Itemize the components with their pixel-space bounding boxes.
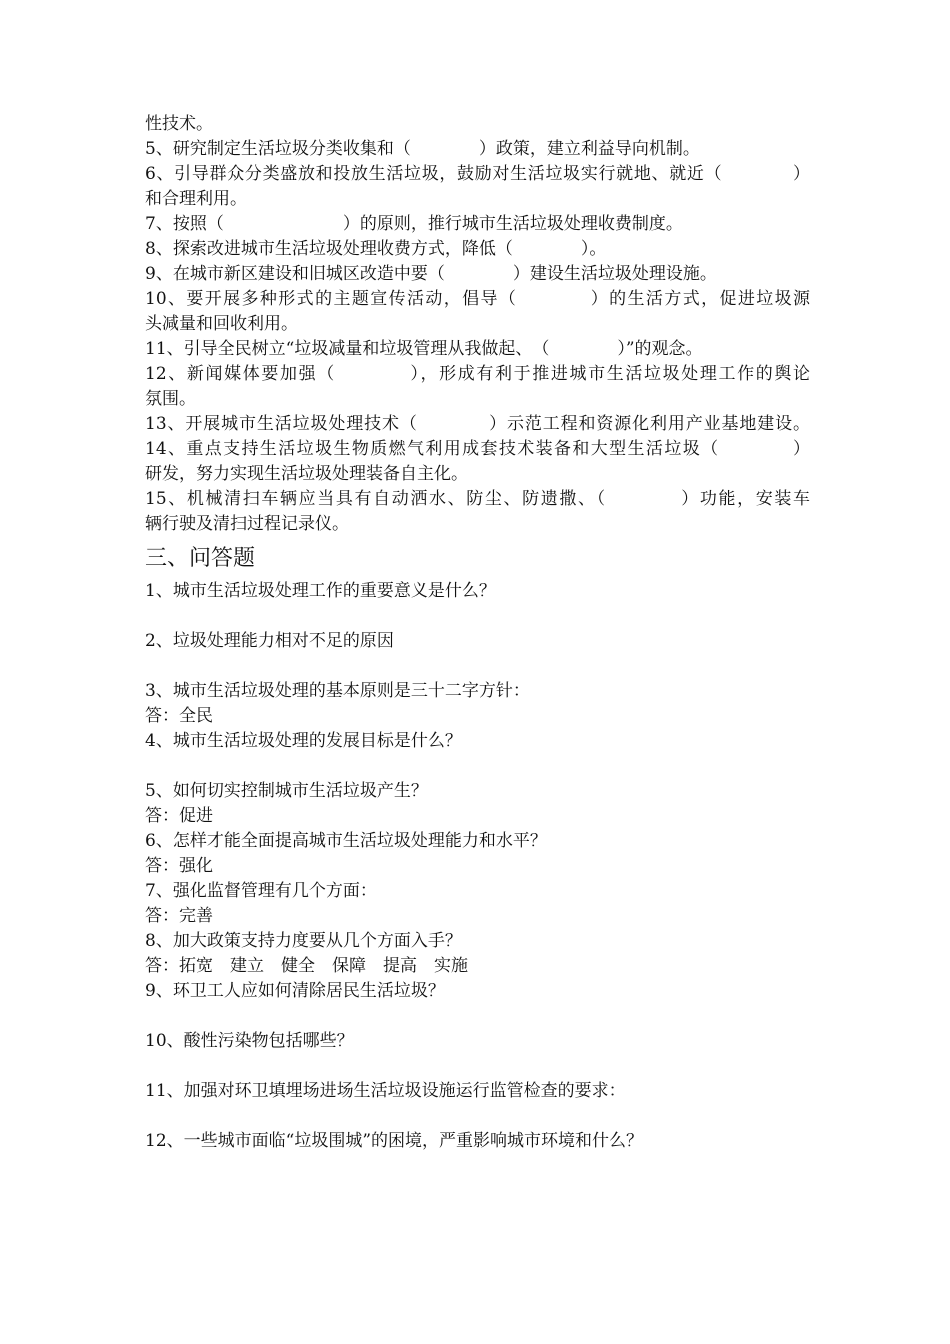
question-line: 9、环卫工人应如何清除居民生活垃圾？ [145, 981, 445, 1001]
fill-blank-line: 10、要开展多种形式的主题宣传活动，倡导（ ）的生活方式，促进垃圾源 [145, 289, 810, 309]
fill-blank-line: 氛围。 [145, 389, 196, 409]
fill-blank-line: 9、在城市新区建设和旧城区改造中要（ ）建设生活垃圾处理设施。 [145, 264, 717, 284]
fill-blank-line: 8、探索改进城市生活垃圾处理收费方式，降低（ ）。 [145, 239, 607, 259]
blank-spacer [145, 754, 810, 779]
question-line: 12、一些城市面临“垃圾围城”的困境，严重影响城市环境和什么？ [145, 1131, 644, 1151]
blank-spacer [145, 1104, 810, 1129]
answer-line: 答：完善 [145, 906, 213, 926]
fill-blank-line: 研发，努力实现生活垃圾处理装备自主化。 [145, 464, 468, 484]
blank-spacer [145, 604, 810, 629]
fill-blank-line: 6、引导群众分类盛放和投放生活垃圾，鼓励对生活垃圾实行就地、就近（ ） [145, 164, 810, 184]
blank-spacer [145, 1054, 810, 1079]
document-page [145, 112, 810, 1154]
answer-line: 答：促进 [145, 806, 213, 826]
answer-line: 答：拓宽 建立 健全 保障 提高 实施 [145, 956, 468, 976]
fill-blank-line: 和合理利用。 [145, 189, 247, 209]
fill-blank-line: 7、按照（ ）的原则，推行城市生活垃圾处理收费制度。 [145, 214, 683, 234]
question-line: 1、城市生活垃圾处理工作的重要意义是什么？ [145, 581, 496, 601]
question-line: 5、如何切实控制城市生活垃圾产生？ [145, 781, 428, 801]
question-answer-section [145, 579, 810, 1154]
fill-blank-line: 14、重点支持生活垃圾生物质燃气利用成套技术装备和大型生活垃圾（ ） [145, 439, 810, 459]
fill-blank-line: 辆行驶及清扫过程记录仪。 [145, 514, 349, 534]
answer-line: 答：强化 [145, 856, 213, 876]
fill-in-blank-section [145, 112, 810, 537]
fill-blank-line: 头减量和回收利用。 [145, 314, 298, 334]
question-line: 10、酸性污染物包括哪些？ [145, 1031, 354, 1051]
fill-blank-line: 5、研究制定生活垃圾分类收集和（ ）政策，建立利益导向机制。 [145, 139, 700, 159]
answer-line: 答：全民 [145, 706, 213, 726]
blank-spacer [145, 1004, 810, 1029]
question-line: 11、加强对环卫填埋场进场生活垃圾设施运行监管检查的要求： [145, 1081, 626, 1101]
blank-spacer [145, 654, 810, 679]
fill-blank-line: 性技术。 [145, 114, 213, 134]
section-title: 三、问答题 [145, 546, 256, 571]
fill-blank-line: 15、机械清扫车辆应当具有自动洒水、防尘、防遗撒、（ ）功能，安装车 [145, 489, 810, 509]
question-line: 8、加大政策支持力度要从几个方面入手？ [145, 931, 462, 951]
question-line: 2、垃圾处理能力相对不足的原因 [145, 631, 394, 651]
fill-blank-line: 13、开展城市生活垃圾处理技术（ ）示范工程和资源化利用产业基地建设。 [145, 414, 810, 434]
question-line: 7、强化监督管理有几个方面： [145, 881, 377, 901]
fill-blank-line: 12、新闻媒体要加强（ ），形成有利于推进城市生活垃圾处理工作的舆论 [145, 364, 810, 384]
question-line: 3、城市生活垃圾处理的基本原则是三十二字方针： [145, 681, 530, 701]
question-line: 4、城市生活垃圾处理的发展目标是什么？ [145, 731, 462, 751]
fill-blank-line: 11、引导全民树立“垃圾减量和垃圾管理从我做起、 （ ）”的观念。 [145, 339, 703, 359]
question-line: 6、怎样才能全面提高城市生活垃圾处理能力和水平？ [145, 831, 547, 851]
